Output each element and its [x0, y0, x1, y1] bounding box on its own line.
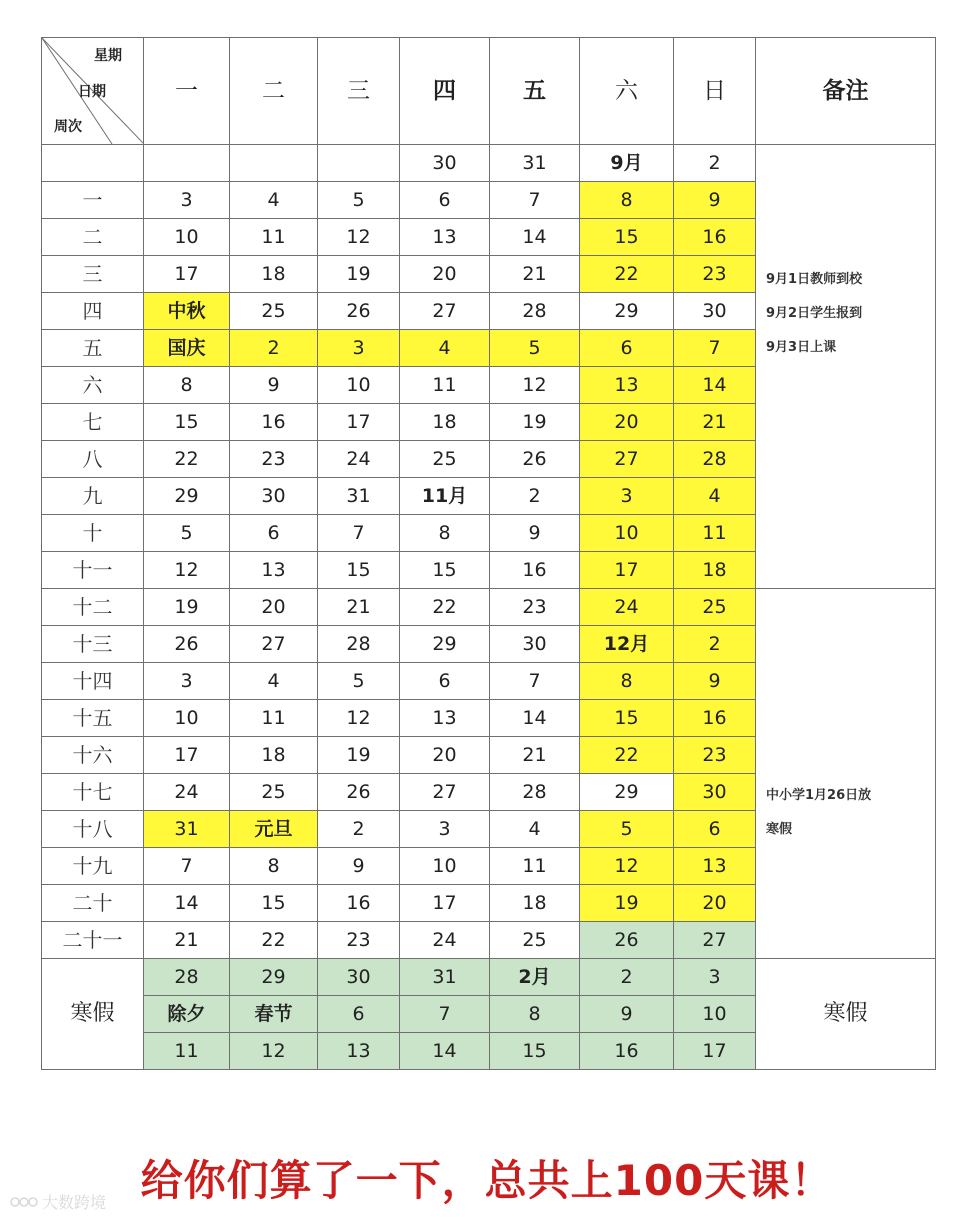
- date-cell: [230, 145, 318, 182]
- date-cell: 29: [400, 626, 490, 663]
- date-cell: 9: [490, 515, 580, 552]
- watermark-text: 大数跨境: [42, 1193, 107, 1212]
- caption-text: 给你们算了一下，总共上100天课！: [140, 1156, 834, 1205]
- date-cell: 3: [318, 330, 400, 367]
- date-cell: 13: [580, 367, 674, 404]
- date-cell: 27: [230, 626, 318, 663]
- date-cell: 15: [400, 552, 490, 589]
- date-cell: 7: [490, 182, 580, 219]
- date-cell: 30: [674, 774, 756, 811]
- date-cell: 11月: [400, 478, 490, 515]
- date-cell: 15: [318, 552, 400, 589]
- date-cell: 19: [144, 589, 230, 626]
- date-cell: 4: [490, 811, 580, 848]
- date-cell: 22: [580, 737, 674, 774]
- date-cell: 5: [490, 330, 580, 367]
- date-cell: 6: [318, 996, 400, 1033]
- date-cell: 27: [674, 922, 756, 959]
- week-label: 九: [42, 478, 144, 515]
- date-cell: 28: [490, 774, 580, 811]
- date-cell: 23: [230, 441, 318, 478]
- date-cell: 25: [490, 922, 580, 959]
- date-cell: 3: [144, 663, 230, 700]
- day-header-fri: 五: [490, 38, 580, 145]
- date-cell: 17: [674, 1033, 756, 1070]
- date-cell: 3: [580, 478, 674, 515]
- date-cell: 12: [490, 367, 580, 404]
- date-cell: 8: [580, 182, 674, 219]
- date-cell: 30: [318, 959, 400, 996]
- date-cell: 24: [400, 922, 490, 959]
- date-cell: 7: [674, 330, 756, 367]
- remark-line: 9月3日上课: [766, 340, 837, 355]
- date-cell: 14: [400, 1033, 490, 1070]
- date-cell: 20: [580, 404, 674, 441]
- date-cell: 29: [144, 478, 230, 515]
- date-cell: 12: [230, 1033, 318, 1070]
- date-cell: 20: [230, 589, 318, 626]
- date-cell: 26: [580, 922, 674, 959]
- date-cell: 7: [490, 663, 580, 700]
- date-cell: 19: [318, 256, 400, 293]
- date-cell: 29: [580, 774, 674, 811]
- date-cell: 31: [400, 959, 490, 996]
- date-cell: 4: [230, 182, 318, 219]
- date-cell: 19: [580, 885, 674, 922]
- date-cell: 8: [230, 848, 318, 885]
- date-cell: 春节: [230, 996, 318, 1033]
- week-label: 四: [42, 293, 144, 330]
- week-label: 十九: [42, 848, 144, 885]
- date-cell: 20: [400, 737, 490, 774]
- date-cell: 26: [318, 774, 400, 811]
- week-label: 十二: [42, 589, 144, 626]
- date-cell: 31: [490, 145, 580, 182]
- date-cell: 13: [230, 552, 318, 589]
- date-cell: 16: [674, 700, 756, 737]
- date-cell: 22: [144, 441, 230, 478]
- week-label: 十五: [42, 700, 144, 737]
- date-cell: 21: [490, 256, 580, 293]
- date-cell: 11: [400, 367, 490, 404]
- day-header-sat: 六: [580, 38, 674, 145]
- date-cell: 29: [580, 293, 674, 330]
- date-cell: 10: [674, 996, 756, 1033]
- date-cell: 23: [318, 922, 400, 959]
- date-cell: 22: [400, 589, 490, 626]
- week-label: 十四: [42, 663, 144, 700]
- table-row: [42, 959, 936, 996]
- date-cell: 13: [400, 700, 490, 737]
- date-cell: 2月: [490, 959, 580, 996]
- date-cell: 28: [674, 441, 756, 478]
- date-cell: 12: [318, 219, 400, 256]
- date-cell: 5: [580, 811, 674, 848]
- week-label: 一: [42, 182, 144, 219]
- date-cell: 24: [318, 441, 400, 478]
- date-cell: 3: [400, 811, 490, 848]
- school-calendar-table: [41, 37, 936, 1070]
- date-cell: 24: [144, 774, 230, 811]
- date-cell: 18: [230, 256, 318, 293]
- date-cell: [318, 145, 400, 182]
- date-cell: 25: [674, 589, 756, 626]
- date-cell: 8: [400, 515, 490, 552]
- date-cell: 13: [400, 219, 490, 256]
- remark-line: 中小学1月26日放: [766, 788, 872, 803]
- date-cell: 24: [580, 589, 674, 626]
- date-cell: 6: [400, 182, 490, 219]
- week-label: 二十: [42, 885, 144, 922]
- calendar-body: [42, 145, 936, 1070]
- date-cell: 14: [144, 885, 230, 922]
- date-cell: 27: [400, 293, 490, 330]
- date-cell: 15: [230, 885, 318, 922]
- remarks-cell-winter: [756, 589, 936, 959]
- header-row: [42, 38, 936, 145]
- date-cell: 23: [674, 256, 756, 293]
- day-header-mon: 一: [144, 38, 230, 145]
- date-cell: 13: [674, 848, 756, 885]
- winter-break-label: 寒假: [42, 959, 144, 1070]
- date-cell: 18: [400, 404, 490, 441]
- date-cell: 14: [490, 219, 580, 256]
- winter-break-remark: 寒假: [756, 959, 936, 1070]
- date-cell: 25: [230, 774, 318, 811]
- date-cell: 20: [674, 885, 756, 922]
- date-cell: 6: [230, 515, 318, 552]
- date-cell: 18: [674, 552, 756, 589]
- date-cell: 7: [144, 848, 230, 885]
- corner-label-date: 日期: [78, 84, 106, 100]
- date-cell: 18: [230, 737, 318, 774]
- date-cell: 16: [580, 1033, 674, 1070]
- date-cell: 8: [580, 663, 674, 700]
- week-label: 十六: [42, 737, 144, 774]
- date-cell: 国庆: [144, 330, 230, 367]
- date-cell: 4: [674, 478, 756, 515]
- date-cell: 5: [318, 182, 400, 219]
- date-cell: 22: [580, 256, 674, 293]
- date-cell: 11: [490, 848, 580, 885]
- date-cell: 10: [400, 848, 490, 885]
- date-cell: 2: [674, 626, 756, 663]
- day-header-thu: 四: [400, 38, 490, 145]
- date-cell: 17: [144, 256, 230, 293]
- date-cell: 27: [400, 774, 490, 811]
- date-cell: 6: [580, 330, 674, 367]
- date-cell: 16: [674, 219, 756, 256]
- date-cell: 20: [400, 256, 490, 293]
- date-cell: 5: [144, 515, 230, 552]
- date-cell: 9: [230, 367, 318, 404]
- date-cell: 3: [674, 959, 756, 996]
- date-cell: 7: [318, 515, 400, 552]
- date-cell: 22: [230, 922, 318, 959]
- date-cell: 4: [230, 663, 318, 700]
- date-cell: 27: [580, 441, 674, 478]
- corner-label-weekday: 星期: [94, 48, 122, 64]
- date-cell: 2: [580, 959, 674, 996]
- date-cell: 15: [580, 219, 674, 256]
- week-label: 三: [42, 256, 144, 293]
- week-label: 二十一: [42, 922, 144, 959]
- date-cell: 8: [490, 996, 580, 1033]
- week-label: 八: [42, 441, 144, 478]
- date-cell: 11: [230, 700, 318, 737]
- remarks-header: 备注: [756, 38, 936, 145]
- date-cell: 中秋: [144, 293, 230, 330]
- table-row: [42, 589, 936, 626]
- date-cell: 15: [144, 404, 230, 441]
- date-cell: 19: [318, 737, 400, 774]
- date-cell: 5: [318, 663, 400, 700]
- date-cell: 4: [400, 330, 490, 367]
- date-cell: 2: [674, 145, 756, 182]
- date-cell: 26: [144, 626, 230, 663]
- week-label: 十一: [42, 552, 144, 589]
- date-cell: 7: [400, 996, 490, 1033]
- remarks-cell-autumn: [756, 145, 936, 589]
- date-cell: 16: [318, 885, 400, 922]
- date-cell: 26: [490, 441, 580, 478]
- date-cell: 23: [490, 589, 580, 626]
- date-cell: 11: [144, 1033, 230, 1070]
- date-cell: 25: [230, 293, 318, 330]
- date-cell: 28: [318, 626, 400, 663]
- date-cell: 17: [144, 737, 230, 774]
- date-cell: 17: [400, 885, 490, 922]
- date-cell: 2: [230, 330, 318, 367]
- date-cell: 12: [318, 700, 400, 737]
- date-cell: 3: [144, 182, 230, 219]
- week-label: 十七: [42, 774, 144, 811]
- date-cell: 10: [144, 700, 230, 737]
- week-label: [42, 145, 144, 182]
- date-cell: 21: [144, 922, 230, 959]
- date-cell: 除夕: [144, 996, 230, 1033]
- date-cell: 14: [490, 700, 580, 737]
- date-cell: 14: [674, 367, 756, 404]
- date-cell: 23: [674, 737, 756, 774]
- day-header-wed: 三: [318, 38, 400, 145]
- date-cell: 2: [490, 478, 580, 515]
- date-cell: 31: [144, 811, 230, 848]
- date-cell: 21: [674, 404, 756, 441]
- table-row: [42, 145, 936, 182]
- week-label: 十三: [42, 626, 144, 663]
- date-cell: 11: [674, 515, 756, 552]
- date-cell: [144, 145, 230, 182]
- date-cell: 30: [674, 293, 756, 330]
- date-cell: 16: [490, 552, 580, 589]
- date-cell: 18: [490, 885, 580, 922]
- date-cell: 30: [490, 626, 580, 663]
- date-cell: 12: [144, 552, 230, 589]
- date-cell: 25: [400, 441, 490, 478]
- date-cell: 6: [674, 811, 756, 848]
- date-cell: 11: [230, 219, 318, 256]
- date-cell: 15: [580, 700, 674, 737]
- week-label: 七: [42, 404, 144, 441]
- week-label: 十八: [42, 811, 144, 848]
- date-cell: 21: [318, 589, 400, 626]
- date-cell: 31: [318, 478, 400, 515]
- day-header-sun: 日: [674, 38, 756, 145]
- corner-label-week: 周次: [54, 119, 82, 135]
- date-cell: 17: [580, 552, 674, 589]
- date-cell: 29: [230, 959, 318, 996]
- date-cell: 12: [580, 848, 674, 885]
- date-cell: 9: [318, 848, 400, 885]
- week-label: 二: [42, 219, 144, 256]
- date-cell: 9: [674, 663, 756, 700]
- date-cell: 2: [318, 811, 400, 848]
- date-cell: 17: [318, 404, 400, 441]
- week-label: 十: [42, 515, 144, 552]
- week-label: 五: [42, 330, 144, 367]
- watermark-logo-icon: [10, 1195, 38, 1209]
- date-cell: 28: [490, 293, 580, 330]
- date-cell: 30: [400, 145, 490, 182]
- date-cell: 30: [230, 478, 318, 515]
- date-cell: 9: [580, 996, 674, 1033]
- date-cell: 6: [400, 663, 490, 700]
- week-label: 六: [42, 367, 144, 404]
- remark-line: 寒假: [766, 822, 793, 837]
- date-cell: 元旦: [230, 811, 318, 848]
- date-cell: 9: [674, 182, 756, 219]
- date-cell: 8: [144, 367, 230, 404]
- watermark: [10, 1190, 106, 1213]
- date-cell: 19: [490, 404, 580, 441]
- date-cell: 10: [144, 219, 230, 256]
- date-cell: 13: [318, 1033, 400, 1070]
- date-cell: 16: [230, 404, 318, 441]
- date-cell: 15: [490, 1033, 580, 1070]
- remark-line: 9月2日学生报到: [766, 306, 863, 321]
- day-header-tue: 二: [230, 38, 318, 145]
- date-cell: 10: [580, 515, 674, 552]
- date-cell: 28: [144, 959, 230, 996]
- remark-line: 9月1日教师到校: [766, 272, 863, 287]
- date-cell: 10: [318, 367, 400, 404]
- date-cell: 9月: [580, 145, 674, 182]
- date-cell: 21: [490, 737, 580, 774]
- corner-header: [42, 38, 144, 145]
- date-cell: 12月: [580, 626, 674, 663]
- date-cell: 26: [318, 293, 400, 330]
